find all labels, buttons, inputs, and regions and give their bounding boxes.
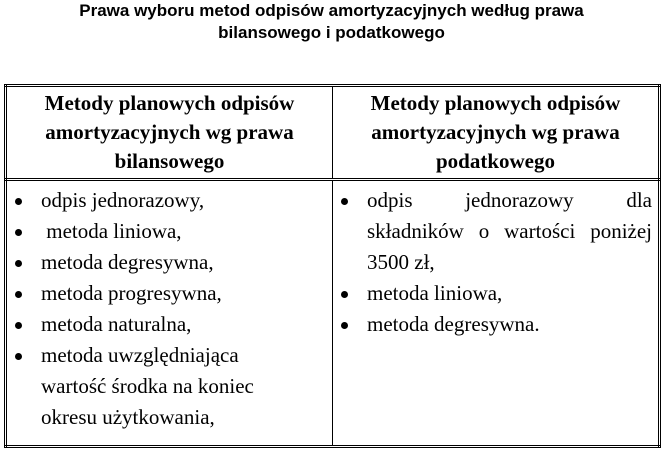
title-line-1: Prawa wyboru metod odpisów amortyzacyjnych według prawa — [79, 1, 584, 20]
list-item: odpis jednorazowy, — [7, 185, 332, 216]
methods-table — [4, 84, 661, 448]
list-item: metoda degresywna. — [333, 309, 658, 340]
bullet-icon — [15, 198, 22, 205]
bullet-icon — [15, 353, 22, 360]
tax-law-methods-list — [333, 185, 658, 340]
table-header-row — [6, 86, 660, 180]
bullet-icon — [341, 322, 348, 329]
list-item: metoda liniowa, — [333, 278, 658, 309]
list-item: odpis jednorazowy dla składników o wartości poniżej 3500 zł, — [333, 185, 658, 278]
list-item: metoda uwzględniająca wartość środka na koniec okresu użytkowania, — [7, 340, 332, 433]
bullet-icon — [341, 291, 348, 298]
tax-law-methods-cell — [333, 180, 660, 447]
bullet-icon — [15, 291, 22, 298]
header-tax-law: Metody planowych odpisów amortyzacyjnych wg prawa podatkowego — [333, 86, 660, 180]
list-item: metoda progresywna, — [7, 278, 332, 309]
bullet-icon — [15, 260, 22, 267]
list-item: metoda naturalna, — [7, 309, 332, 340]
document-title — [0, 0, 663, 44]
balance-law-methods-list — [7, 185, 332, 433]
bullet-icon — [15, 322, 22, 329]
list-item: metoda liniowa, — [7, 216, 332, 247]
table-row — [6, 180, 660, 447]
list-item: metoda degresywna, — [7, 247, 332, 278]
header-balance-law: Metody planowych odpisów amortyzacyjnych wg prawa bilansowego — [6, 86, 333, 180]
bullet-icon — [341, 198, 348, 205]
balance-law-methods-cell — [6, 180, 333, 447]
title-line-2: bilansowego i podatkowego — [218, 23, 445, 42]
bullet-icon — [15, 229, 22, 236]
